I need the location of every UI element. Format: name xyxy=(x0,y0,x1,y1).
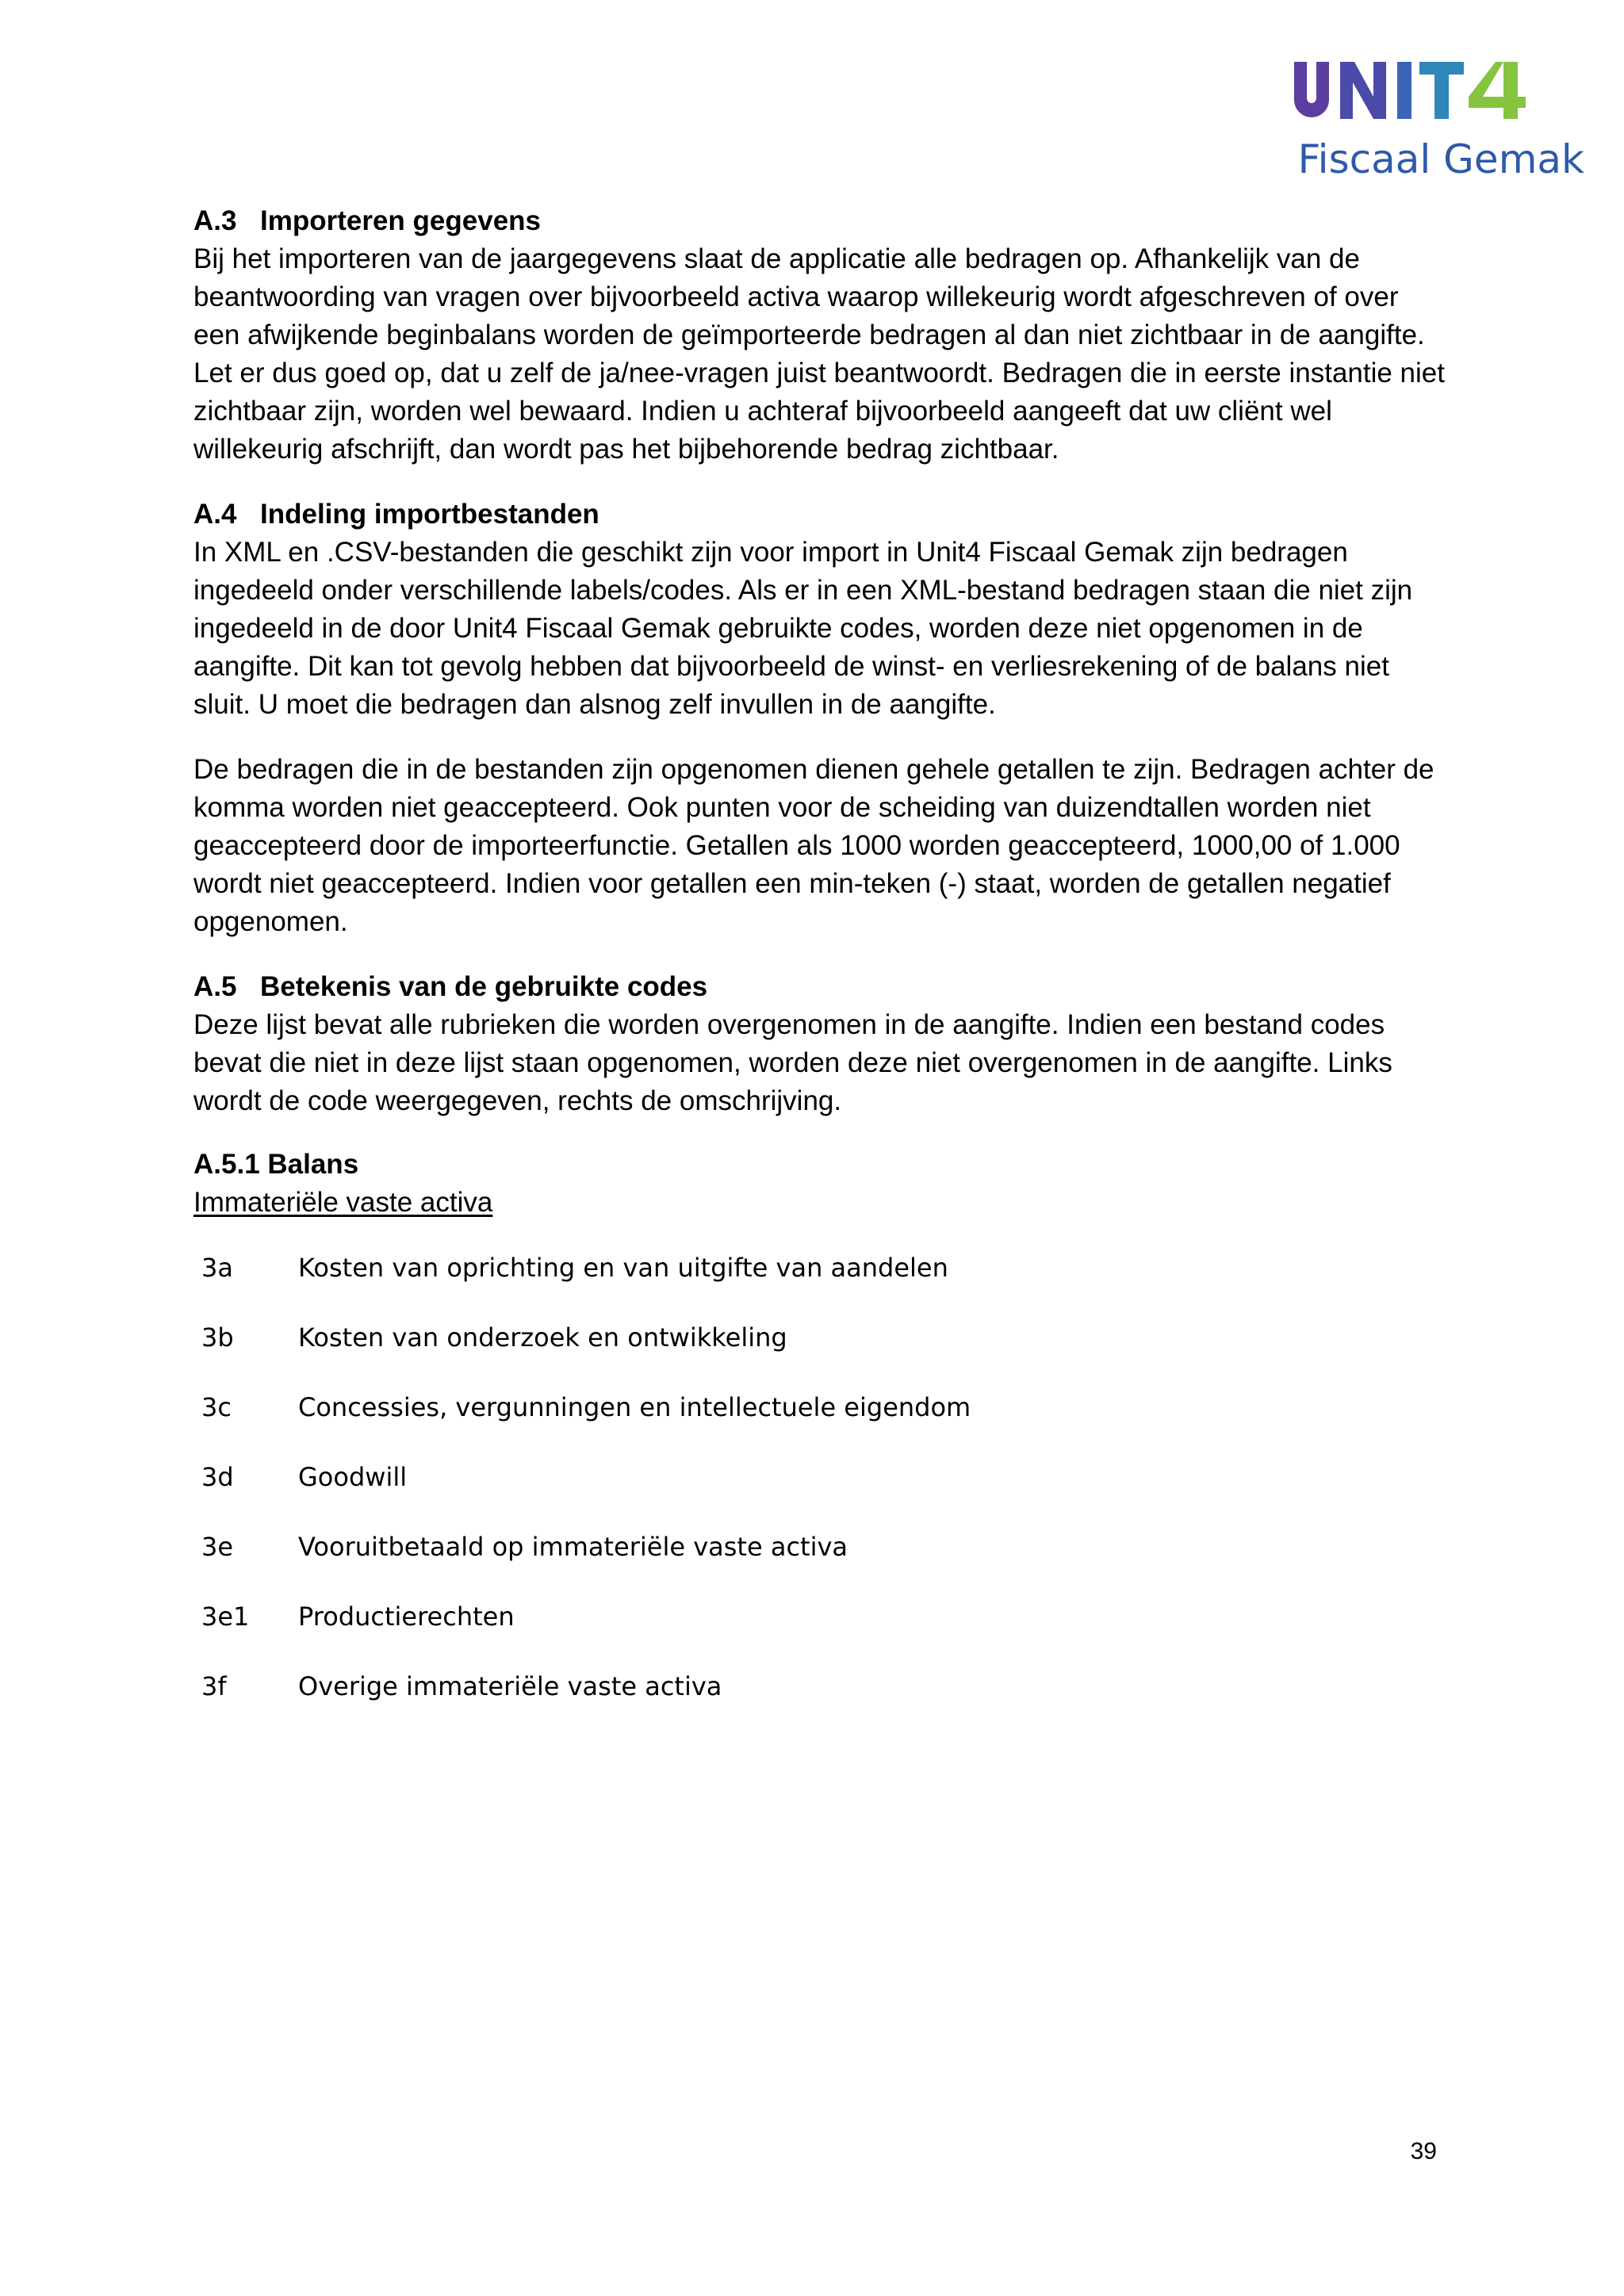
section-title: Indeling importbestanden xyxy=(260,499,599,530)
group-title: Immateriële vaste activa xyxy=(193,1187,493,1218)
section-number: A.3 xyxy=(193,205,237,236)
paragraph: De bedragen die in de bestanden zijn opgenomen dienen gehele getallen te zijn. Bedragen achter de komma worden niet geaccepteerd. Ook punten voor de scheiding van duizendtallen worden niet geaccepteerd door de importeerfunctie. Getallen als 1000 worden geaccepteerd, 1000,00 of 1.000 wordt niet geaccepteerd. Indien voor getallen een min-teken (-) staat, worden de getallen negatief opgenomen. xyxy=(193,754,1434,937)
code-description: Kosten van oprichting en van uitgifte van aandelen xyxy=(298,1253,948,1283)
unit4-logo-graphic xyxy=(1285,48,1594,182)
code: 3a xyxy=(201,1253,233,1283)
page-number: 39 xyxy=(1410,2138,1437,2164)
list-item xyxy=(193,1460,1446,1529)
paragraph: Bij het importeren van de jaargegevens slaat de applicatie alle bedragen op. Afhankelijk van de beantwoording van vragen over bijvoorbeeld activa waarop willekeurig wordt afgeschreven of over een afwijkende beginbalans worden de geïmporteerde bedragen al dan niet zichtbaar in de aangifte. Let er dus goed op, dat u zelf de ja/nee-vragen juist beantwoordt. Bedragen die in eerste instantie niet zichtbaar zijn, worden wel bewaard. Indien u achteraf bijvoorbeeld aangeeft dat uw cliënt wel willekeurig afschrijft, dan wordt pas het bijbehorende bedrag zichtbaar. xyxy=(193,243,1445,465)
section-number: A.4 xyxy=(193,499,237,530)
list-item xyxy=(193,1599,1446,1669)
code-description: Productierechten xyxy=(298,1601,515,1632)
paragraph: In XML en .CSV-bestanden die geschikt zijn voor import in Unit4 Fiscaal Gemak zijn bedragen ingedeeld onder verschillende labels/codes. Als er in een XML-bestand bedragen staan die niet zijn ingedeeld in de door Unit4 Fiscaal Gemak gebruikte codes, worden deze niet opgenomen in de aangifte. Dit kan tot gevolg hebben dat bijvoorbeeld de winst- en verliesrekening of de balans niet sluit. U moet die bedragen dan alsnog zelf invullen in de aangifte. xyxy=(193,537,1413,720)
subsection-title: A.5.1 Balans xyxy=(193,1149,359,1180)
section-heading xyxy=(193,968,1446,1006)
code-description: Overige immateriële vaste activa xyxy=(298,1671,722,1701)
paragraph: Deze lijst bevat alle rubrieken die worden overgenomen in de aangifte. Indien een bestand codes bevat die niet in deze lijst staan opgenomen, worden deze niet overgenomen in de aangifte. Links wordt de code weergegeven, rechts de omschrijving. xyxy=(193,1009,1392,1116)
code-description: Vooruitbetaald op immateriële vaste activa xyxy=(298,1532,848,1562)
list-item xyxy=(193,1529,1446,1599)
code: 3d xyxy=(201,1462,234,1492)
document-body xyxy=(193,202,1446,1739)
list-item xyxy=(193,1669,1446,1739)
code-description: Concessies, vergunningen en intellectuele eigendom xyxy=(298,1392,971,1422)
code: 3c xyxy=(201,1392,232,1422)
code: 3f xyxy=(201,1671,227,1701)
section-a3 xyxy=(193,202,1446,469)
section-a5 xyxy=(193,968,1446,1120)
section-title: Betekenis van de gebruikte codes xyxy=(260,971,708,1002)
section-title: Importeren gegevens xyxy=(260,205,541,236)
code-description: Kosten van onderzoek en ontwikkeling xyxy=(298,1322,787,1353)
code: 3e xyxy=(201,1532,234,1562)
section-a4 xyxy=(193,496,1446,941)
list-item xyxy=(193,1250,1446,1320)
section-heading xyxy=(193,202,1446,240)
code: 3b xyxy=(201,1322,234,1353)
code-description: Goodwill xyxy=(298,1462,408,1492)
section-heading xyxy=(193,496,1446,534)
code-list xyxy=(193,1250,1446,1739)
list-item xyxy=(193,1390,1446,1460)
list-item xyxy=(193,1320,1446,1390)
code: 3e1 xyxy=(201,1601,250,1632)
subsection-balans xyxy=(193,1146,1446,1739)
logo-product-text: Fiscaal Gemak xyxy=(1297,136,1584,182)
section-number: A.5 xyxy=(193,971,237,1002)
unit4-logo xyxy=(1285,48,1594,182)
